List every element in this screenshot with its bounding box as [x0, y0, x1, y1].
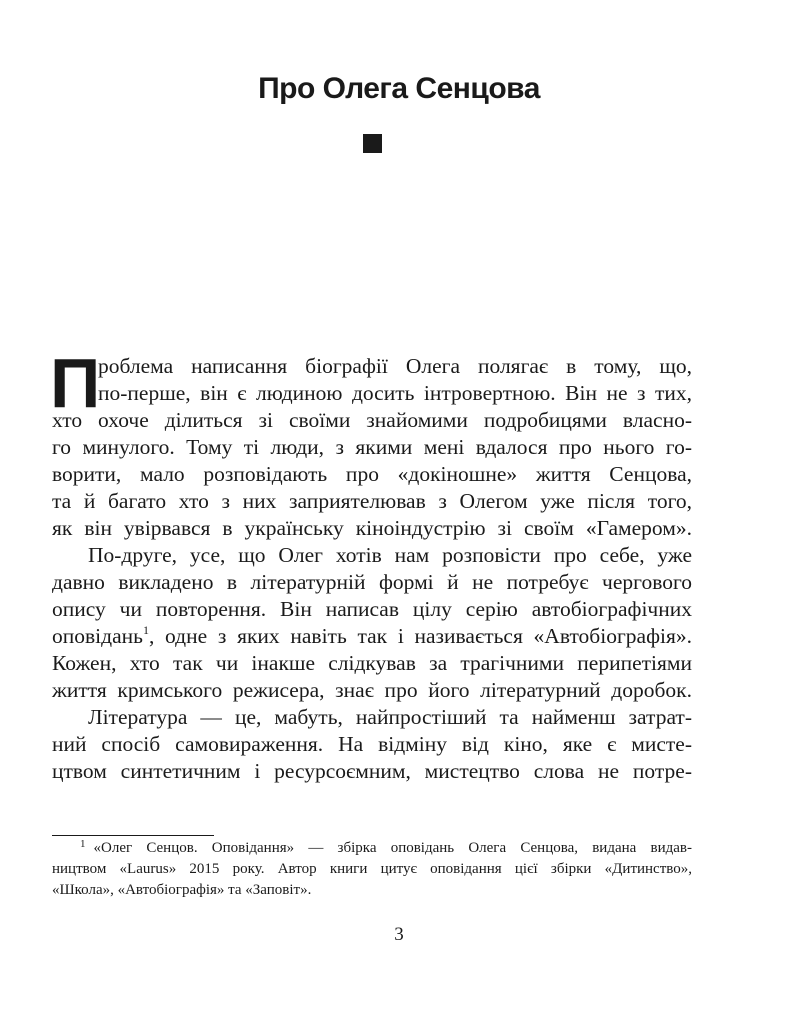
body-line: ворити, мало розповідають про «докіношне» життя Сенцова, [52, 462, 692, 486]
body-line: По-друге, усе, що Олег хотів нам розповісти про себе, уже [88, 543, 692, 567]
footnote-line [80, 838, 692, 859]
body-line: Література — це, мабуть, найпростіший та найменш затрат- [88, 705, 692, 729]
chapter-title: Про Олега Сенцова [258, 72, 540, 105]
page-number: 3 [394, 924, 404, 945]
body-line: ний спосіб самовираження. На відміну від кіно, яке є мисте- [52, 732, 692, 756]
body-line: життя кримського режисера, знає про його літературний доробок. [52, 678, 692, 702]
body-line: давно викладено в літературній формі й не потребує чергового [52, 570, 692, 594]
footnote-divider [52, 835, 214, 836]
body-text-fragment: , одне з яких навіть так і називається «Автобіографія». [148, 624, 692, 648]
body-line: цтвом синтетичним і ресурсоємним, мистецтво слова не потре- [52, 759, 692, 783]
body-line: по-перше, він є людиною досить інтровертною. Він не з тих, [98, 381, 692, 405]
body-line: Кожен, хто так чи інакше слідкував за трагічними перипетіями [52, 651, 692, 675]
body-line-with-footnote-ref [52, 624, 692, 648]
body-text-fragment: оповідань [52, 624, 143, 648]
body-line: як він увірвався в українську кіноіндустрію зі своїм «Гамером». [52, 516, 692, 540]
footnote-line: ництвом «Laurus» 2015 року. Автор книги цитує оповідання цієї збірки «Дитинство», [52, 861, 692, 877]
body-line: хто охоче ділиться зі своїми знайомими подробицями власно- [52, 408, 692, 432]
decorative-square-ornament [363, 134, 382, 153]
footnote-text: «Олег Сенцов. Оповідання» — збірка оповідань Олега Сенцова, видана видав- [93, 840, 692, 856]
body-line: роблема написання біографії Олега полягає в тому, що, [98, 354, 692, 378]
body-line: го минулого. Тому ті люди, з якими мені вдалося про нього го- [52, 435, 692, 459]
footnote-line: «Школа», «Автобіографія» та «Заповіт». [52, 882, 312, 898]
body-line: та й багато хто з них заприятелював з Олегом уже після того, [52, 489, 692, 513]
footnote-number: 1 [80, 838, 86, 850]
drop-cap: П [50, 344, 101, 422]
footnote-reference[interactable]: 1 [142, 623, 149, 637]
body-line: опису чи повторення. Він написав цілу серію автобіографічних [52, 597, 692, 621]
